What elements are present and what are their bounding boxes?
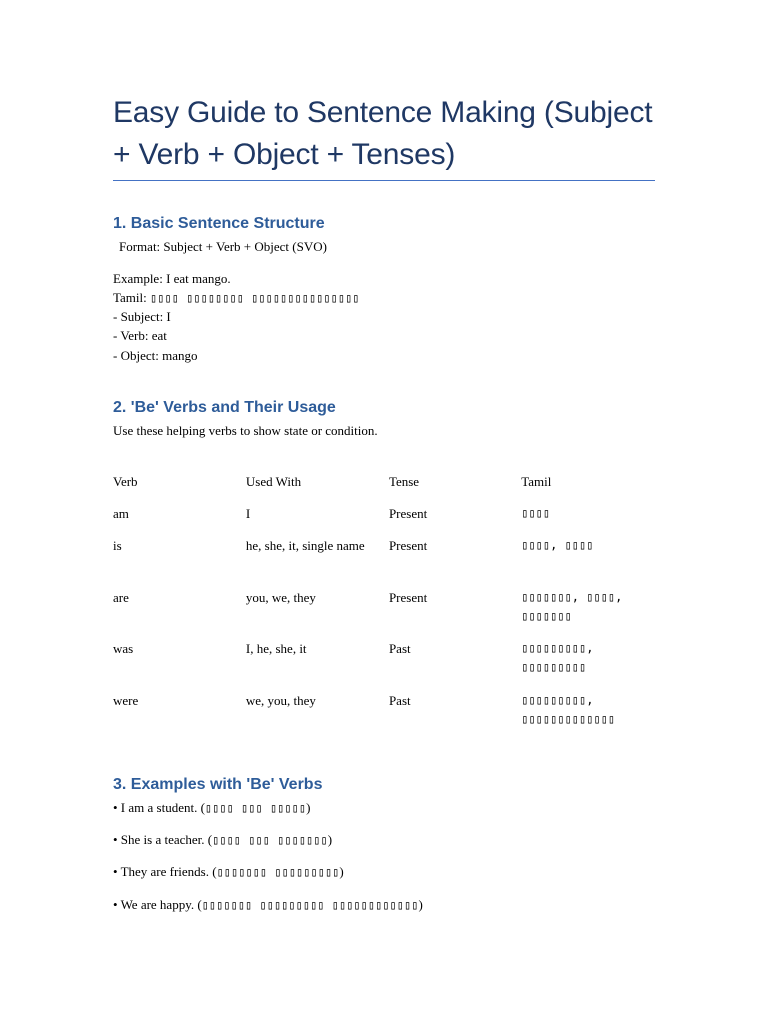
cell-tamil: ▯▯▯▯ bbox=[521, 506, 551, 520]
cell-tense: Past bbox=[388, 641, 411, 656]
example-item bbox=[113, 895, 423, 915]
be-verbs-intro: Use these helping verbs to show state or condition. bbox=[113, 423, 378, 438]
cell-tamil: ▯▯▯▯▯▯▯▯▯, ▯▯▯▯▯▯▯▯▯▯▯▯▯ bbox=[521, 693, 616, 726]
cell-used-with: we, you, they bbox=[245, 693, 316, 708]
table-row bbox=[113, 504, 658, 536]
tamil-translation-line bbox=[113, 288, 360, 308]
cell-tamil: ▯▯▯▯, ▯▯▯▯ bbox=[521, 538, 594, 552]
cell-verb: is bbox=[113, 538, 122, 553]
header-tense: Tense bbox=[388, 474, 420, 489]
example-close: ) bbox=[327, 832, 333, 847]
cell-tense: Present bbox=[388, 590, 428, 605]
tamil-text: ▯▯▯▯ ▯▯▯▯▯▯▯▯ ▯▯▯▯▯▯▯▯▯▯▯▯▯▯▯ bbox=[150, 291, 360, 305]
header-used-with: Used With bbox=[245, 474, 302, 489]
subject-part: - Subject: I bbox=[113, 309, 171, 324]
cell-tense: Past bbox=[388, 693, 411, 708]
object-part: - Object: mango bbox=[113, 348, 198, 363]
header-verb: Verb bbox=[113, 474, 138, 489]
example-close: ) bbox=[418, 897, 423, 912]
cell-used-with: he, she, it, single name bbox=[245, 538, 365, 553]
example-tamil: ▯▯▯▯ ▯▯▯ ▯▯▯▯▯ bbox=[204, 801, 307, 815]
table-row bbox=[113, 639, 658, 691]
cell-tamil: ▯▯▯▯▯▯▯▯▯, ▯▯▯▯▯▯▯▯▯ bbox=[521, 641, 594, 674]
cell-verb: are bbox=[113, 590, 129, 605]
example-tamil: ▯▯▯▯ ▯▯▯ ▯▯▯▯▯▯▯ bbox=[212, 833, 328, 847]
verb-part: - Verb: eat bbox=[113, 328, 167, 343]
example-english: • We are happy. ( bbox=[113, 897, 202, 912]
cell-tense: Present bbox=[388, 538, 428, 553]
cell-used-with: I bbox=[245, 506, 251, 521]
cell-tamil: ▯▯▯▯▯▯▯, ▯▯▯▯, ▯▯▯▯▯▯▯ bbox=[521, 590, 623, 623]
table-row bbox=[113, 588, 658, 639]
example-item bbox=[113, 862, 344, 882]
header-tamil: Tamil bbox=[521, 474, 552, 489]
table-row bbox=[113, 691, 658, 731]
section-heading-be-verbs: 2. 'Be' Verbs and Their Usage bbox=[113, 399, 336, 416]
example-line: Example: I eat mango. bbox=[113, 271, 231, 286]
cell-used-with: you, we, they bbox=[245, 590, 316, 605]
cell-tense: Present bbox=[388, 506, 428, 521]
example-english: • They are friends. ( bbox=[113, 864, 217, 879]
format-line: Format: Subject + Verb + Object (SVO) bbox=[119, 239, 327, 254]
table-header-row bbox=[113, 472, 658, 504]
page-title: Easy Guide to Sentence Making (Subject + Verb + Object + Tenses) bbox=[113, 96, 653, 171]
example-close: ) bbox=[339, 864, 344, 879]
cell-verb: was bbox=[113, 641, 134, 656]
table-row bbox=[113, 536, 658, 588]
example-tamil: ▯▯▯▯▯▯▯ ▯▯▯▯▯▯▯▯▯ ▯▯▯▯▯▯▯▯▯▯▯▯ bbox=[201, 898, 419, 912]
be-verbs-table bbox=[113, 472, 658, 731]
cell-used-with: I, he, she, it bbox=[245, 641, 307, 656]
example-english: • I am a student. ( bbox=[113, 800, 205, 815]
example-item bbox=[113, 830, 332, 850]
tamil-label: Tamil: bbox=[113, 290, 151, 305]
title-divider bbox=[113, 180, 655, 181]
example-english: • She is a teacher. ( bbox=[113, 832, 213, 847]
section-heading-examples: 3. Examples with 'Be' Verbs bbox=[113, 776, 323, 793]
example-tamil: ▯▯▯▯▯▯▯ ▯▯▯▯▯▯▯▯▯ bbox=[216, 865, 340, 879]
example-item bbox=[113, 798, 310, 818]
cell-verb: were bbox=[113, 693, 139, 708]
cell-verb: am bbox=[113, 506, 129, 521]
example-close: ) bbox=[306, 800, 311, 815]
section-heading-basic-structure: 1. Basic Sentence Structure bbox=[113, 215, 325, 232]
